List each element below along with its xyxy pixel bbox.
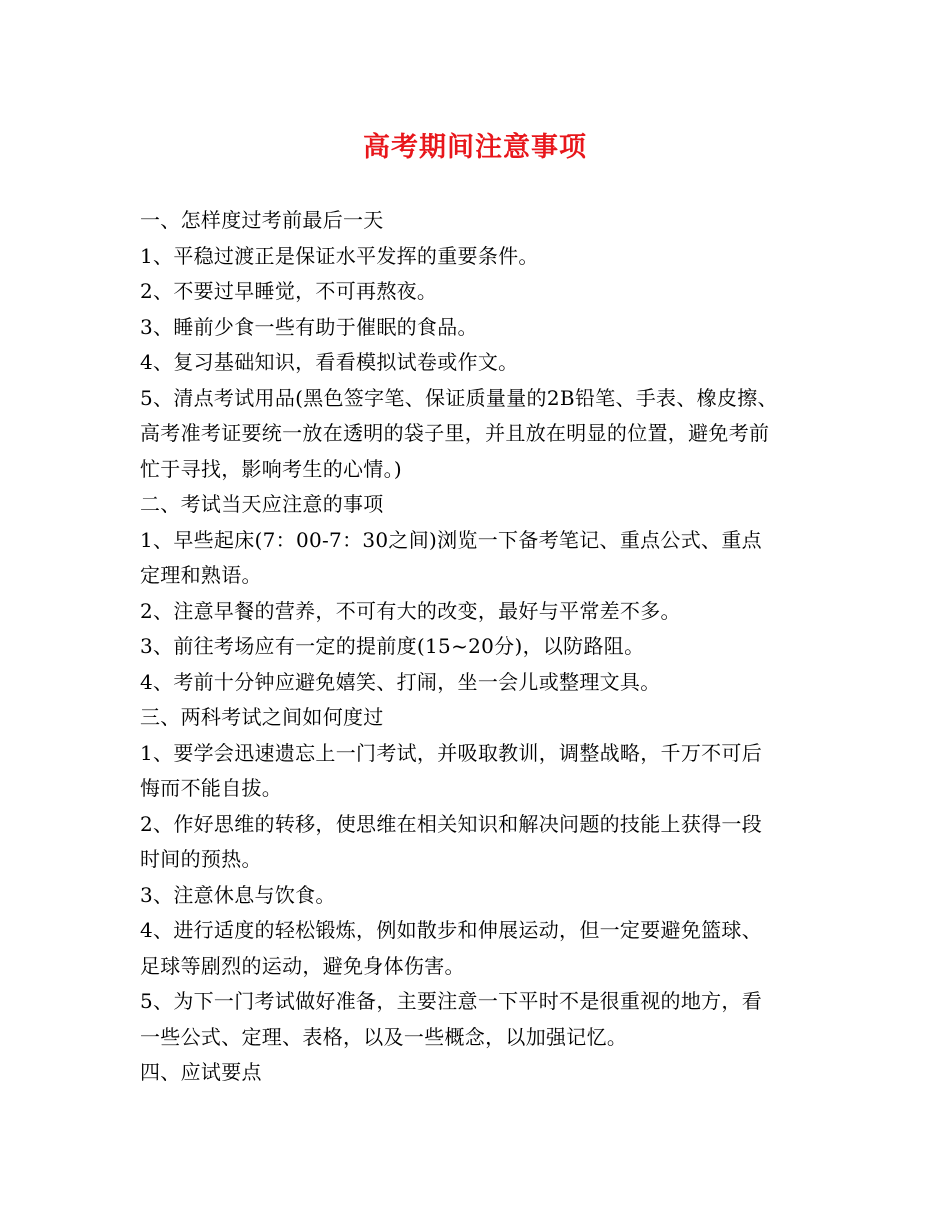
- text-line: 时间的预热。: [140, 847, 262, 871]
- text-line: 足球等剧烈的运动，避免身体伤害。: [140, 953, 465, 978]
- text-line: 四、应试要点: [140, 1060, 262, 1084]
- text-line: 3、睡前少食一些有助于催眠的食品。: [140, 314, 478, 339]
- text-line: 4、复习基础知识，看看模拟试卷或作文。: [140, 350, 519, 374]
- text-line: 定理和熟语。: [140, 563, 262, 587]
- text-line: 5、为下一门考试做好准备，主要注意一下平时不是很重视的地方，看: [140, 989, 763, 1013]
- text-line: 1、平稳过渡正是保证水平发挥的重要条件。: [140, 243, 539, 268]
- text-line: 1、早些起床(7：00-7：30之间)浏览一下备考笔记、重点公式、重点: [140, 527, 762, 552]
- document-body: [140, 203, 830, 1091]
- text-line: 一、怎样度过考前最后一天: [140, 208, 384, 232]
- text-line: 2、作好思维的转移，使思维在相关知识和解决问题的技能上获得一段: [140, 811, 763, 836]
- document-title: 高考期间注意事项: [363, 132, 587, 163]
- text-line: 5、清点考试用品(黑色签字笔、保证质量量的2B铅笔、手表、橡皮擦、: [140, 385, 778, 410]
- text-line: 4、考前十分钟应避免嬉笑、打闹，坐一会儿或整理文具。: [140, 669, 661, 694]
- text-line: 二、考试当天应注意的事项: [140, 492, 384, 516]
- text-line: 忙于寻找，影响考生的心情。): [140, 456, 403, 481]
- text-line: 4、进行适度的轻松锻炼，例如散步和伸展运动，但一定要避免篮球、: [140, 918, 763, 942]
- text-line: 2、不要过早睡觉，不可再熬夜。: [140, 279, 438, 303]
- text-line: 高考准考证要统一放在透明的袋子里，并且放在明显的位置，避免考前: [140, 421, 770, 445]
- text-line: 一些公式、定理、表格，以及一些概念，以加强记忆。: [140, 1024, 628, 1049]
- text-line: 3、前往考场应有一定的提前度(15~20分)，以防路阻。: [140, 634, 645, 658]
- text-line: 1、要学会迅速遗忘上一门考试，并吸取教训，调整战略，千万不可后: [140, 740, 763, 765]
- text-line: 三、两科考试之间如何度过: [140, 705, 384, 729]
- text-line: 悔而不能自拔。: [140, 776, 283, 800]
- text-line: 3、注意休息与饮食。: [140, 882, 336, 907]
- text-line: 2、注意早餐的营养，不可有大的改变，最好与平常差不多。: [140, 598, 681, 623]
